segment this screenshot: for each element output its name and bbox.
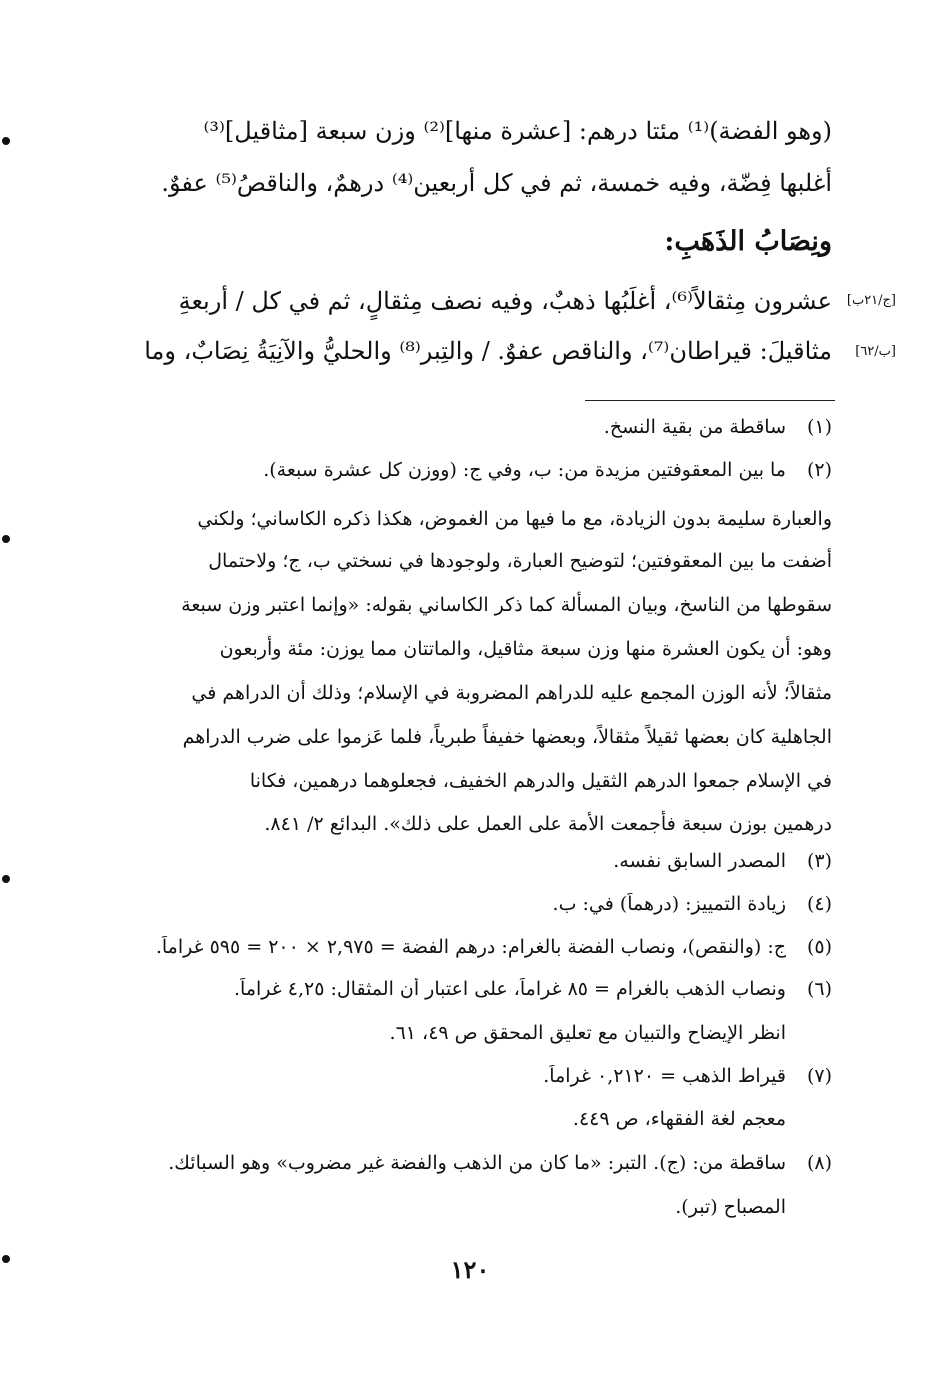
footnote-5-text: ج: (والنقص)، ونصاب الفضة بالغرام: درهم الفضة = ٢,٩٧٥ × ٢٠٠ = ٥٩٥ غراماً. <box>155 936 786 958</box>
main-line-4: مثاقيلَ: قيراطان⁽⁷⁾، والناقص عفوٌ. / والتِبر⁽⁸⁾ والحليُّ والآنِيَةُ نِصَابٌ، وما <box>144 337 832 365</box>
footnote-3-text: المصدر السابق نفسه. <box>613 850 786 872</box>
main-line-3: عشرون مِثقالاً⁽⁶⁾، أغلَبُها ذهبٌ، وفيه نصف مِثقالٍ، ثم في كل / أربعةِ <box>178 287 832 315</box>
footnote-2-cont-7: في الإسلام جمعوا الدرهم الثقيل والدرهم الخفيف، فجعلوهما درهمين، فكانا <box>249 770 832 792</box>
main-line-2: أغلبها فِضّة، وفيه خمسة، ثم في كل أربعين⁽⁴⁾ درهمٌ، والناقصُ⁽⁵⁾ عفوٌ. <box>161 169 832 197</box>
footnote-6-text: ونصاب الذهب بالغرام = ٨٥ غراماً، على اعتبار أن المثقال: ٤,٢٥ غراماً. <box>234 978 786 1000</box>
scan-speck <box>2 137 10 145</box>
section-heading: ونِصَابُ الذَهَبِ: <box>664 226 832 257</box>
footnote-separator <box>585 400 835 401</box>
footnote-1-number: (١) <box>806 416 832 438</box>
footnote-8-cont-1: المصباح (تبر). <box>675 1196 786 1218</box>
main-line-1: (وهو الفضة)⁽¹⁾ مئتا درهم: [عشرة منها]⁽²⁾ وزن سبعة [مثاقيل]⁽³⁾ <box>203 117 832 145</box>
footnote-2-cont-3: سقوطها من الناسخ، وبيان المسألة كما ذكر الكاساني بقوله: «وإنما اعتبر وزن سبعة <box>181 594 832 616</box>
margin-note-1: [ج/٢١ب] <box>846 293 896 308</box>
footnote-2-number: (٢) <box>806 459 832 481</box>
footnote-2-cont-2: أضفت ما بين المعقوفتين؛ لتوضيح العبارة، ولوجودها في نسختي ب، ج؛ ولاحتمال <box>208 550 832 572</box>
scan-speck <box>2 875 10 883</box>
footnote-2-text: ما بين المعقوفتين مزيدة من: ب، وفي ج: (ووزن كل عشرة سبعة). <box>263 459 786 481</box>
scan-speck <box>2 535 10 543</box>
footnote-1-text: ساقطة من بقية النسخ. <box>603 416 786 438</box>
scan-speck <box>2 1255 10 1263</box>
footnote-6-number: (٦) <box>806 978 832 1000</box>
footnote-6-cont-1: انظر الإيضاح والتبيان مع تعليق المحقق ص ٤٩، ٦١. <box>389 1022 786 1044</box>
footnote-4-number: (٤) <box>806 893 832 915</box>
footnote-3-number: (٣) <box>806 850 832 872</box>
footnote-2-cont-5: مثقالاً؛ لأنه الوزن المجمع عليه للدراهم المضروبة في الإسلام؛ وذلك أن الدراهم في <box>191 682 832 704</box>
footnote-4-text: زيادة التمييز: (درهماً) في: ب. <box>552 893 786 915</box>
footnote-7-cont-1: معجم لغة الفقهاء، ص ٤٤٩. <box>572 1108 786 1130</box>
page-number: ١٢٠ <box>450 1255 490 1284</box>
footnote-7-text: قيراط الذهب = ٠,٢١٢٠ غراماً. <box>543 1065 786 1087</box>
footnote-2-cont-4: وهو: أن يكون العشرة منها وزن سبعة مثاقيل، والماتتان مما يوزن: مئة وأربعون <box>219 638 832 660</box>
footnote-7-number: (٧) <box>806 1065 832 1087</box>
footnote-2-cont-1: والعبارة سليمة بدون الزيادة، مع ما فيها من الغموض، هكذا ذكره الكاساني؛ ولكني <box>197 508 832 530</box>
footnote-8-text: ساقطة من: (ج). التبر: «ما كان من الذهب والفضة غير مضروب» وهو السبائك. <box>168 1152 786 1174</box>
margin-note-2: [ب/٦٢] <box>855 344 896 359</box>
footnote-2-cont-8: درهمين بوزن سبعة فأجمعت الأمة على العمل على ذلك». البدائع ٢/ ٨٤١. <box>264 813 832 835</box>
footnote-2-cont-6: الجاهلية كان بعضها ثقيلاً مثقالاً، وبعضها خفيفاً طبرياً، فلما عَزموا على ضرب الدراهم <box>182 726 832 748</box>
footnote-8-number: (٨) <box>806 1152 832 1174</box>
footnote-5-number: (٥) <box>806 936 832 958</box>
